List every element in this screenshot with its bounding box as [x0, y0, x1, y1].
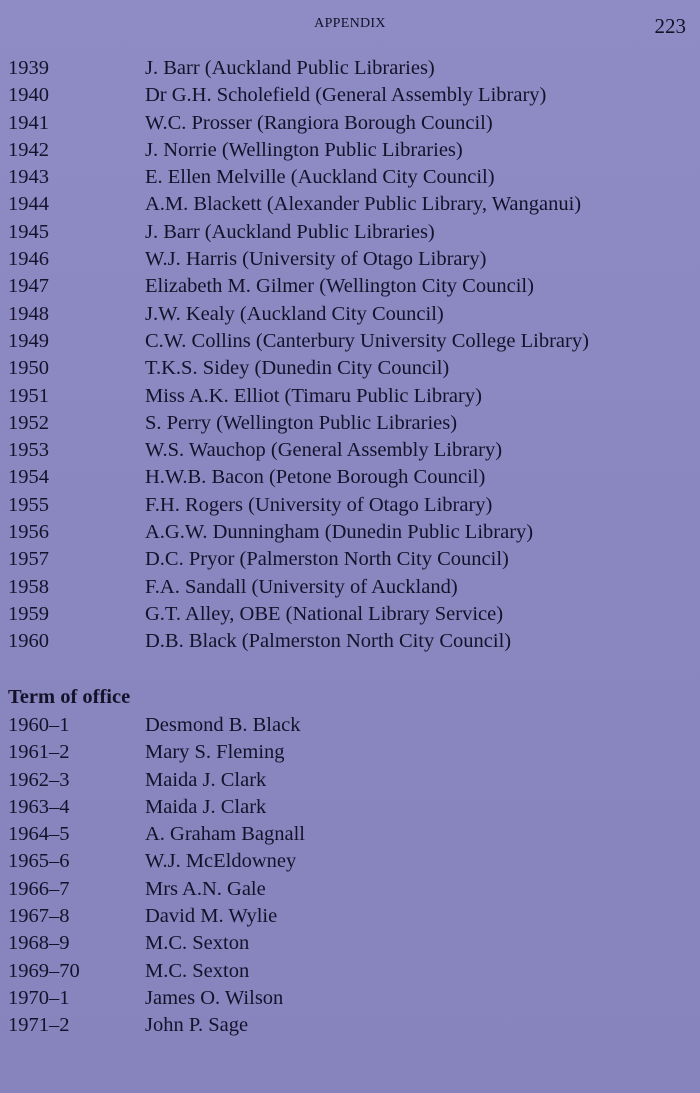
person-name: John P. Sage: [145, 1014, 249, 1037]
list-item: [8, 712, 688, 739]
person-name: W.C. Prosser (Rangiora Borough Council): [145, 111, 493, 134]
term-label: 1962–3: [8, 768, 70, 791]
list-item: [8, 464, 688, 491]
person-name: J. Norrie (Wellington Public Libraries): [145, 138, 463, 161]
list-item: [8, 55, 688, 82]
term-label: 1965–6: [8, 850, 70, 873]
person-name: H.W.B. Bacon (Petone Borough Council): [145, 466, 486, 489]
person-name: J.W. Kealy (Auckland City Council): [145, 302, 444, 325]
year-label: 1949: [8, 329, 49, 352]
person-name: Miss A.K. Elliot (Timaru Public Library): [145, 384, 482, 407]
person-name: Maida J. Clark: [145, 795, 267, 818]
term-label: 1963–4: [8, 795, 70, 818]
list-item: [8, 739, 688, 766]
list-item: [8, 628, 688, 655]
person-name: J. Barr (Auckland Public Libraries): [145, 57, 435, 79]
person-name: F.H. Rogers (University of Otago Library): [145, 493, 493, 516]
person-name: Mary S. Fleming: [145, 741, 285, 764]
list-item: [8, 219, 688, 246]
list-item: [8, 137, 688, 164]
term-label: 1971–2: [8, 1014, 70, 1037]
terms-list: [8, 712, 688, 1040]
list-item: [8, 985, 688, 1012]
year-label: 1946: [8, 248, 49, 271]
list-item: [8, 191, 688, 218]
year-label: 1950: [8, 357, 49, 380]
list-item: [8, 903, 688, 930]
list-item: [8, 821, 688, 848]
year-label: 1954: [8, 466, 49, 489]
term-label: 1964–5: [8, 823, 70, 846]
term-label: 1970–1: [8, 986, 70, 1009]
year-label: 1953: [8, 439, 49, 462]
person-name: Mrs A.N. Gale: [145, 877, 266, 900]
year-label: 1940: [8, 84, 49, 107]
term-label: 1961–2: [8, 741, 70, 764]
person-name: David M. Wylie: [145, 905, 278, 928]
person-name: M.C. Sexton: [145, 932, 250, 955]
list-item: [8, 876, 688, 903]
year-label: 1958: [8, 575, 49, 598]
person-name: A.M. Blackett (Alexander Public Library, Wanganui): [145, 193, 582, 216]
list-item: [8, 848, 688, 875]
year-label: 1939: [8, 57, 49, 79]
year-label: 1957: [8, 548, 49, 571]
list-item: [8, 273, 688, 300]
list-item: [8, 794, 688, 821]
year-label: 1951: [8, 384, 49, 407]
list-item: [8, 301, 688, 328]
list-item: [8, 110, 688, 137]
person-name: E. Ellen Melville (Auckland City Council): [145, 166, 495, 189]
person-name: W.S. Wauchop (General Assembly Library): [145, 439, 503, 462]
person-name: J. Barr (Auckland Public Libraries): [145, 220, 435, 243]
year-label: 1944: [8, 193, 49, 216]
presidents-list: [8, 55, 688, 656]
list-item: [8, 383, 688, 410]
page-number: 223: [654, 14, 686, 38]
year-label: 1960: [8, 630, 49, 653]
year-label: 1948: [8, 302, 49, 325]
year-label: 1941: [8, 111, 49, 134]
person-name: S. Perry (Wellington Public Libraries): [145, 411, 458, 434]
running-head: APPENDIX: [314, 16, 386, 31]
year-label: 1942: [8, 138, 49, 161]
year-label: 1956: [8, 521, 49, 544]
list-item: [8, 958, 688, 985]
term-label: 1968–9: [8, 932, 70, 955]
list-item: [8, 355, 688, 382]
year-label: 1955: [8, 493, 49, 516]
list-item: [8, 437, 688, 464]
list-item: [8, 546, 688, 573]
list-item: [8, 410, 688, 437]
list-item: [8, 767, 688, 794]
person-name: C.W. Collins (Canterbury University College Library): [145, 329, 589, 352]
list-item: [8, 930, 688, 957]
person-name: Elizabeth M. Gilmer (Wellington City Council): [145, 275, 534, 298]
year-label: 1947: [8, 275, 49, 298]
person-name: T.K.S. Sidey (Dunedin City Council): [145, 357, 450, 380]
term-label: 1960–1: [8, 714, 70, 736]
person-name: G.T. Alley, OBE (National Library Service): [145, 602, 504, 625]
term-label: 1967–8: [8, 905, 70, 928]
person-name: W.J. McEldowney: [145, 850, 297, 873]
person-name: Dr G.H. Scholefield (General Assembly Library): [145, 84, 547, 107]
person-name: F.A. Sandall (University of Auckland): [145, 575, 458, 598]
list-item: [8, 82, 688, 109]
list-item: [8, 601, 688, 628]
term-label: 1966–7: [8, 877, 70, 900]
person-name: A. Graham Bagnall: [145, 823, 305, 846]
list-item: [8, 246, 688, 273]
person-name: Desmond B. Black: [145, 714, 301, 736]
list-item: [8, 519, 688, 546]
list-item: [8, 574, 688, 601]
year-label: 1952: [8, 411, 49, 434]
person-name: M.C. Sexton: [145, 959, 250, 982]
list-item: [8, 1012, 688, 1039]
person-name: A.G.W. Dunningham (Dunedin Public Library): [145, 521, 534, 544]
person-name: James O. Wilson: [145, 986, 284, 1009]
person-name: Maida J. Clark: [145, 768, 267, 791]
person-name: D.B. Black (Palmerston North City Council): [145, 630, 512, 653]
year-label: 1943: [8, 166, 49, 189]
year-label: 1945: [8, 220, 49, 243]
year-label: 1959: [8, 602, 49, 625]
list-item: [8, 164, 688, 191]
person-name: D.C. Pryor (Palmerston North City Council): [145, 548, 509, 571]
list-item: [8, 328, 688, 355]
person-name: W.J. Harris (University of Otago Library): [145, 248, 487, 271]
list-item: [8, 492, 688, 519]
term-label: 1969–70: [8, 959, 80, 982]
page-header: [0, 14, 700, 40]
term-of-office-heading: Term of office: [8, 686, 131, 708]
